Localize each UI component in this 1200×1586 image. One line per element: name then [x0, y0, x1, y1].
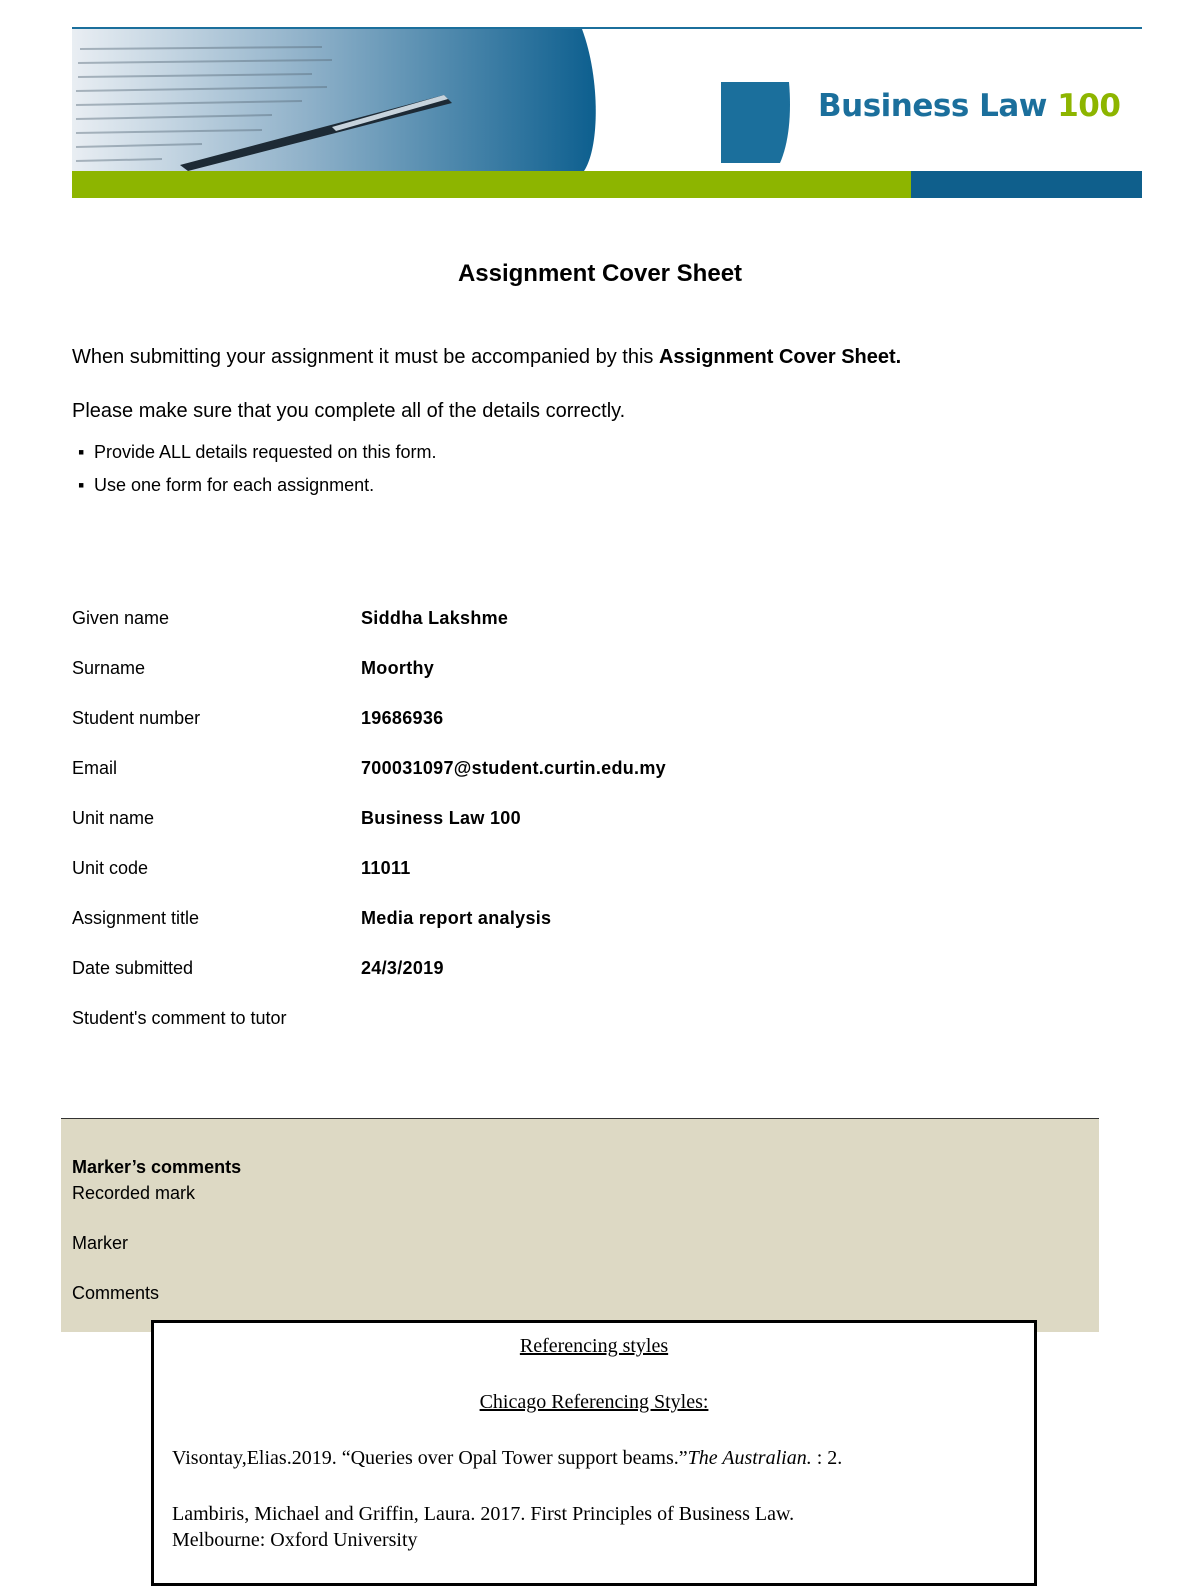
referencing-box [151, 1320, 1037, 1586]
field-label-student-number: Student number [72, 708, 201, 728]
field-label-unit-name: Unit name [72, 808, 155, 828]
page-title: Assignment Cover Sheet [457, 260, 743, 287]
reference-entry-1-text: Visontay,Elias.2019. “Queries over Opal Tower support beams.” [172, 1447, 688, 1469]
bullet-icon: ▪ [78, 442, 85, 462]
referencing-heading: Referencing styles [519, 1335, 669, 1357]
intro-line-2: Please make sure that you complete all of the details correctly. [72, 400, 626, 422]
field-value-email: 700031097@student.curtin.edu.my [361, 758, 666, 778]
green-bar [72, 171, 911, 198]
reference-entry-1 [172, 1447, 842, 1470]
field-value-given-name: Siddha Lakshme [361, 608, 509, 628]
field-label-assignment-title: Assignment title [72, 908, 200, 928]
brand-number: 100 [1057, 88, 1121, 124]
field-value-student-number: 19686936 [361, 708, 444, 728]
reference-entry-2-line-1: Lambiris, Michael and Griffin, Laura. 2017. First Principles of Business Law. [172, 1503, 795, 1525]
reference-entry-1-source: The Australian. [687, 1447, 812, 1469]
field-label-email: Email [72, 758, 118, 778]
field-label-given-name: Given name [72, 608, 170, 628]
field-value-date-submitted: 24/3/2019 [361, 958, 444, 978]
intro-line-1 [72, 346, 901, 369]
bullet-item [78, 475, 374, 496]
marker-section [61, 1118, 1099, 1332]
blue-bar [911, 171, 1142, 198]
reference-entry-1-tail: : 2. [811, 1447, 843, 1469]
brand-title [818, 88, 1120, 124]
intro-text: When submitting your assignment it must be accompanied by this [72, 346, 659, 368]
bullet-item [78, 442, 437, 463]
field-value-surname: Moorthy [361, 658, 435, 678]
field-value-unit-name: Business Law 100 [361, 808, 521, 828]
field-label-student-comment: Student's comment to tutor [72, 1008, 287, 1028]
marker-heading: Marker’s comments [72, 1157, 242, 1177]
field-value-assignment-title: Media report analysis [361, 908, 552, 928]
chicago-heading: Chicago Referencing Styles: [479, 1391, 709, 1413]
marker-label: Marker [72, 1233, 129, 1253]
field-label-surname: Surname [72, 658, 146, 678]
bullet-icon: ▪ [78, 475, 85, 495]
bullet-text: Provide ALL details requested on this form. [94, 442, 437, 462]
recorded-mark-label: Recorded mark [72, 1183, 196, 1203]
intro-bold: Assignment Cover Sheet. [658, 346, 902, 368]
paper-photo [72, 29, 596, 171]
brand-square [721, 82, 790, 163]
field-value-unit-code: 11011 [361, 858, 411, 878]
bullet-text: Use one form for each assignment. [94, 475, 375, 495]
field-label-unit-code: Unit code [72, 858, 149, 878]
brand-text: Business Law [818, 88, 1047, 124]
comments-label: Comments [72, 1283, 160, 1303]
field-label-date-submitted: Date submitted [72, 958, 194, 978]
reference-entry-2-line-2: Melbourne: Oxford University [172, 1529, 418, 1551]
